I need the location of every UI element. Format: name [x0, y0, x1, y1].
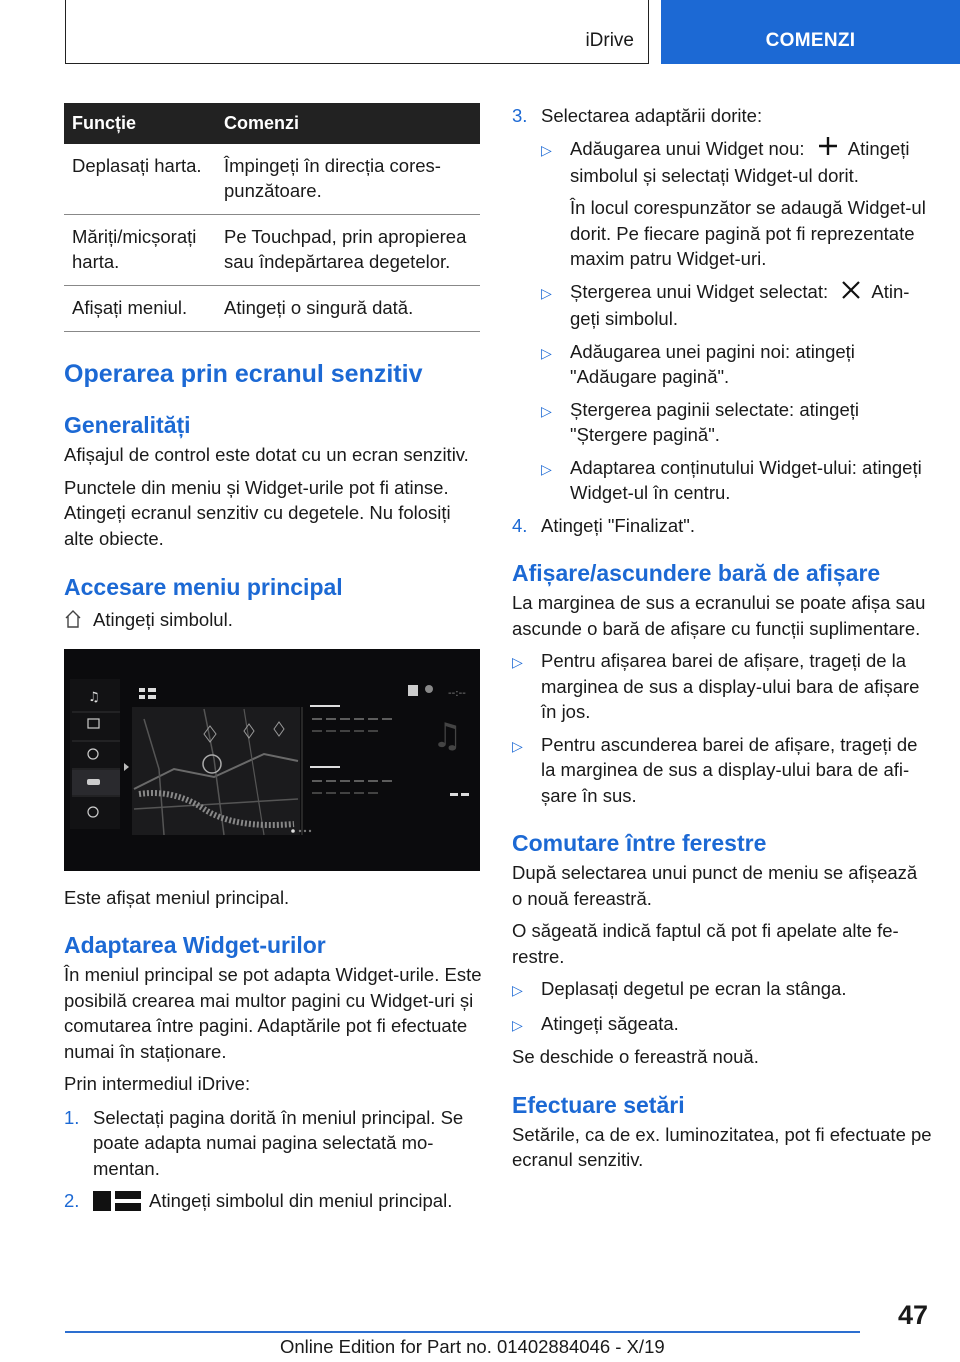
function-table	[64, 103, 480, 332]
list-item-text: Atingeți simbolul și selectați Widget-ul dorit.	[570, 137, 910, 186]
home-icon	[64, 607, 93, 636]
step-number: 1.	[64, 1106, 80, 1128]
plus-icon	[818, 136, 838, 163]
home-instruction-text: Atingeți simbolul.	[93, 609, 233, 630]
list-item	[541, 339, 932, 390]
list-item	[541, 279, 932, 332]
list-item-text: Atingeți simbolul.	[570, 280, 910, 330]
list-item	[541, 136, 932, 189]
header-section-box	[65, 0, 649, 64]
triangle-bullet-icon: ▷	[541, 344, 552, 361]
triangle-bullet-icon: ▷	[541, 141, 552, 158]
table-row	[64, 215, 480, 286]
heading-adaptarea: Adaptarea Widget-urilor	[64, 932, 326, 958]
home-instruction	[64, 607, 482, 636]
list-item-text: Ștergerea paginii selectate: atingeți "Ștergere pagină".	[570, 398, 859, 446]
left-column	[64, 103, 482, 1218]
table-row	[64, 286, 480, 332]
step-text: Selectarea adaptării dorite:	[541, 105, 763, 126]
list-item-text: Deplasați degetul pe ecran la stânga.	[541, 978, 847, 1000]
list-item-text: Adaptarea conținutului Widget-ului: atingeți Widget-ul în centru.	[570, 456, 922, 504]
list-item-text: Ștergerea unui Widget selectat:	[570, 280, 829, 302]
header-section-title: iDrive	[585, 30, 634, 51]
step-3	[512, 103, 932, 129]
step-number: 3.	[512, 105, 528, 126]
footer-edition: Online Edition for Part no. 01402884046 - X/19	[280, 1336, 665, 1357]
table-cell: Atingeți o singură dată.	[216, 286, 480, 332]
header-chapter-title: COMENZI	[765, 30, 856, 51]
table-cell: Afișați meniul.	[64, 286, 216, 332]
paragraph: Prin intermediul iDrive:	[64, 1073, 251, 1094]
paragraph: O săgeată indică faptul că pot fi apelate alte ferestre.	[512, 920, 899, 967]
list-item	[512, 1011, 932, 1039]
table-cell: Deplasați harta.	[64, 144, 216, 215]
paragraph: Este afișat meniul principal.	[64, 886, 290, 908]
heading-operare: Operarea prin ecranul senzitiv	[64, 360, 423, 388]
widget-layout-icon	[93, 1188, 141, 1218]
triangle-bullet-icon: ▷	[541, 284, 552, 301]
list-item-text: Pentru ascunderea barei de afișare, trageți de la marginea de sus a display-ului bara de afișare în sus.	[541, 733, 918, 806]
step-text: Atingeți "Finalizat".	[541, 514, 696, 536]
paragraph: După selectarea unui punct de meniu se afișează o nouă fereastră.	[512, 862, 918, 909]
right-column	[512, 103, 932, 1173]
list-item	[541, 455, 932, 506]
svg-text:♫: ♫	[432, 715, 463, 756]
footer-divider	[65, 1331, 860, 1333]
list-item	[512, 648, 932, 725]
triangle-bullet-icon: ▷	[541, 460, 552, 477]
list-item-text: Adăugarea unui Widget nou:	[570, 137, 805, 159]
page-number: 47	[897, 1300, 928, 1330]
step-1	[64, 1105, 482, 1182]
list-item-text: Adăugarea unei pagini noi: atingeți "Adăugare pagină".	[570, 340, 855, 388]
list-item	[512, 732, 932, 809]
heading-accesare: Accesare meniu principal	[64, 574, 343, 600]
step-4	[512, 513, 932, 539]
triangle-bullet-icon: ▷	[512, 1016, 523, 1033]
triangle-bullet-icon: ▷	[512, 982, 523, 999]
list-item-text: Atingeți săgeata.	[541, 1012, 679, 1034]
table-cell: Împingeți în direcția corespunzătoare.	[216, 144, 480, 215]
paragraph: Setările, ca de ex. luminozitatea, pot fi efectuate pe ecranul senzitiv.	[512, 1123, 932, 1171]
heading-comutare: Comutare între ferestre	[512, 830, 767, 857]
main-menu-illustration	[64, 649, 480, 871]
table-header-cell: Comenzi	[216, 103, 480, 144]
header-chapter-tab	[661, 0, 960, 64]
table-header-cell: Funcție	[64, 103, 216, 144]
paragraph: În meniul principal se pot adapta Widget-urile. Este posibilă crearea mai multor pagini cu Widget-uri și comutarea între pagini. Adaptările pot fi efectuate numai în staționare.	[64, 964, 482, 1062]
list-item	[512, 976, 932, 1004]
step-number: 2.	[64, 1190, 80, 1211]
step-text: Selectați pagina dorită în meniul principal. Se poate adapta numai pagina selectată momentan.	[93, 1106, 464, 1179]
table-cell: Pe Touchpad, prin apropierea sau îndepărtarea degetelor.	[216, 215, 480, 286]
paragraph: Afișajul de control este dotat cu un ecran senzitiv.	[64, 444, 469, 465]
step-text: Atingeți simbolul din meniul principal.	[149, 1190, 453, 1211]
step-2	[64, 1188, 482, 1218]
table-header-row	[64, 103, 480, 144]
step-number: 4.	[512, 514, 528, 536]
heading-generalitati: Generalități	[64, 412, 191, 438]
table-cell: Măriți/micșorați harta.	[64, 215, 216, 286]
paragraph: Se deschide o fereastră nouă.	[512, 1046, 759, 1068]
paragraph: La marginea de sus a ecranului se poate afișa sau ascunde o bară de afișare cu funcții suplimentare.	[512, 592, 926, 639]
list-item	[541, 397, 932, 448]
heading-afisare: Afișare/ascundere bară de afișare	[512, 560, 881, 587]
svg-text:--:--: --:--	[448, 687, 466, 699]
triangle-bullet-icon: ▷	[512, 654, 523, 671]
heading-setari: Efectuare setări	[512, 1091, 685, 1118]
triangle-bullet-icon: ▷	[512, 737, 523, 754]
table-row	[64, 144, 480, 215]
paragraph: În locul corespunzător se adaugă Widget-ul dorit. Pe fiecare pagină pot fi reprezentate maxim patru Widget-uri.	[570, 197, 926, 270]
paragraph: Punctele din meniu și Widget-urile pot fi atinse. Atingeți ecranul senzitiv cu degetele. Nu folosiți alte obiecte.	[64, 476, 451, 549]
list-item-text: Pentru afișarea barei de afișare, trageți de la marginea de sus a display-ului bara de afișare în jos.	[541, 650, 920, 723]
main-menu-screenshot	[64, 649, 480, 871]
close-icon	[841, 280, 861, 307]
svg-text:♫: ♫	[88, 689, 100, 705]
triangle-bullet-icon: ▷	[541, 402, 552, 419]
